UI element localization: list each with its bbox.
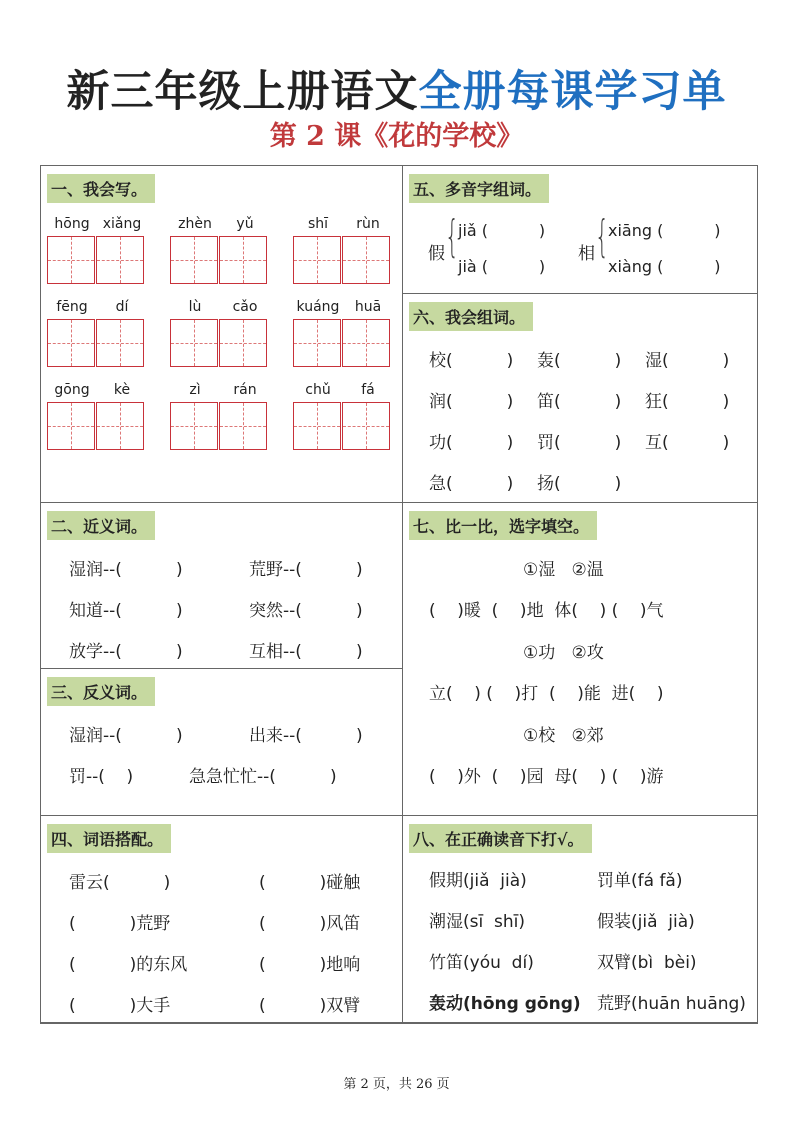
pinyin-label: rán [233,382,257,398]
fill-blank-row: ( )外 ( )园 母( ) ( )游 [429,767,664,787]
section-s7 [403,503,757,816]
polyphone-char: 假 [428,244,445,264]
word-group-item: 罚( ) [537,433,622,453]
collocation-item: ( )风笛 [259,914,361,934]
title-blue: 全册每课学习单 [418,67,727,117]
section-header: 三、反义词。 [47,677,155,706]
pinyin-label: cǎo [232,299,258,315]
section-s5 [403,166,757,294]
word-group-item: 润( ) [429,392,514,412]
section-header: 七、比一比，选字填空。 [409,511,597,540]
fill-blank-row: ( )暖 ( )地 体( ) ( )气 [429,601,664,621]
choice-options: ①功 ②攻 [523,643,604,663]
writing-grid-box [293,319,341,367]
pronunciation-item: 荒野(huān huāng) [597,994,746,1014]
pronunciation-item: 罚单(fá fǎ) [597,871,683,891]
pronunciation-item: 假装(jiǎ jià) [597,912,695,932]
writing-grid-box [47,236,95,284]
page-title [0,58,793,119]
pinyin-label: kuáng [296,299,340,315]
pronunciation-item: 双臂(bì bèi) [597,953,697,973]
collocation-item: ( )的东风 [69,955,188,975]
pronunciation-item: 假期(jiǎ jià) [429,871,527,891]
pinyin-label: lù [188,299,202,315]
polyphone-item: xiāng ( ) [608,221,721,240]
pinyin-label: zì [189,382,201,398]
word-group-item: 笛( ) [537,392,622,412]
writing-grid-box [170,402,218,450]
collocation-item: ( )碰触 [259,873,361,893]
choice-options: ①湿 ②温 [523,560,604,580]
writing-grid-box [342,319,390,367]
writing-grid-box [219,319,267,367]
synonym-item: 湿润--( ) [69,560,183,580]
pinyin-label: kè [113,382,131,398]
polyphone-char: 相 [578,244,595,264]
word-group-item: 湿( ) [645,351,730,371]
synonym-item: 荒野--( ) [249,560,363,580]
polyphone-item: jià ( ) [458,257,546,276]
pinyin-label: hōng [54,216,90,232]
collocation-item: ( )大手 [69,996,171,1016]
writing-grid-box [219,402,267,450]
synonym-item: 互相--( ) [249,642,363,662]
pinyin-label: yǔ [236,216,254,232]
pinyin-label: gōng [54,382,90,398]
word-group-item: 功( ) [429,433,514,453]
word-group-item: 狂( ) [645,392,730,412]
pinyin-label: fēng [56,299,88,315]
pinyin-label: chǔ [305,382,331,398]
word-group-item: 轰( ) [537,351,622,371]
pronunciation-item: 潮湿(sī shī) [429,912,526,932]
collocation-item: ( )地响 [259,955,361,975]
section-s4 [41,816,403,1023]
section-header: 四、词语搭配。 [47,824,171,853]
section-s6 [403,294,757,503]
synonym-item: 突然--( ) [249,601,363,621]
synonym-item: 知道--( ) [69,601,183,621]
writing-grid-box [47,319,95,367]
writing-grid-box [96,402,144,450]
antonym-item: 罚--( ) [69,767,134,787]
antonym-item: 急急忙忙--( ) [189,767,337,787]
writing-grid-box [170,236,218,284]
section-header: 一、我会写。 [47,174,155,203]
antonym-item: 湿润--( ) [69,726,183,746]
pinyin-label: zhèn [178,216,212,232]
writing-grid-box [96,236,144,284]
word-group-item: 互( ) [645,433,730,453]
pronunciation-item: 轰动(hōng gōng) [429,994,581,1014]
writing-grid-box [170,319,218,367]
writing-grid-box [342,402,390,450]
word-group-item: 扬( ) [537,474,622,494]
pronunciation-item: 竹笛(yóu dí) [429,953,534,973]
section-header: 六、我会组词。 [409,302,533,331]
section-s2 [41,503,403,669]
title-black: 新三年级上册语文 [66,67,419,117]
word-group-item: 校( ) [429,351,514,371]
pinyin-label: dí [115,299,129,315]
section-header: 五、多音字组词。 [409,174,549,203]
section-s3 [41,669,403,816]
polyphone-item: xiàng ( ) [608,257,721,276]
section-s8 [403,816,757,1023]
lesson-subtitle: 第 2 课《花的学校》 [269,121,524,152]
pinyin-label: huā [354,299,382,315]
writing-grid-box [293,236,341,284]
worksheet-table [40,165,758,1024]
writing-grid-box [47,402,95,450]
collocation-item: 雷云( ) [69,873,171,893]
brace-icon: { [445,211,459,262]
fill-blank-row: 立( ) ( )打 ( )能 进( ) [429,684,664,704]
choice-options: ①校 ②郊 [523,726,604,746]
collocation-item: ( )双臂 [259,996,361,1016]
synonym-item: 放学--( ) [69,642,183,662]
writing-grid-box [293,402,341,450]
writing-grid-box [219,236,267,284]
collocation-item: ( )荒野 [69,914,171,934]
writing-grid-box [342,236,390,284]
section-s1 [41,166,403,503]
section-header: 二、近义词。 [47,511,155,540]
pinyin-label: shī [307,216,329,232]
pinyin-label: fá [361,382,375,398]
polyphone-item: jiǎ ( ) [458,221,546,240]
pinyin-label: rùn [356,216,380,232]
brace-icon: { [595,211,609,262]
word-group-item: 急( ) [429,474,514,494]
page-footer: 第 2 页，共 26 页 [343,1077,450,1092]
antonym-item: 出来--( ) [249,726,363,746]
writing-grid-box [96,319,144,367]
section-header: 八、在正确读音下打√。 [409,824,592,853]
pinyin-label: xiǎng [102,216,142,232]
